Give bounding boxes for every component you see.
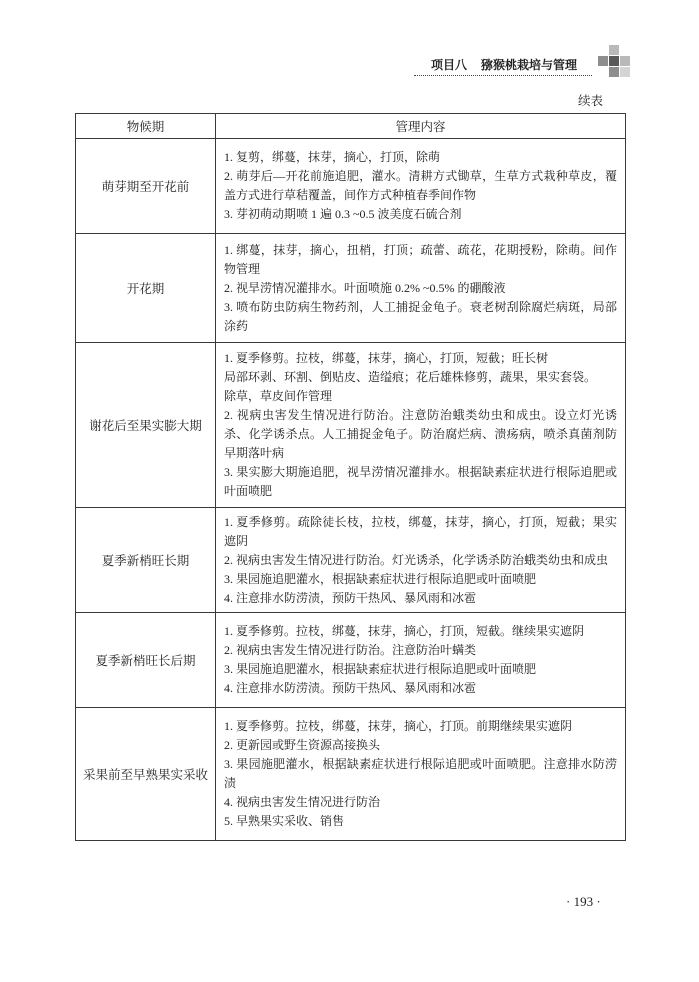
page-number: · 193 · [566, 894, 601, 909]
management-item: 1. 复剪，绑蔓，抹芽，摘心，打顶，除萌 [224, 150, 441, 164]
management-item: 3. 果园施追肥灌水，根据缺素症状进行根际追肥或叶面喷肥 [224, 571, 537, 586]
column-header-content: 管理内容 [216, 114, 626, 139]
phase-cell: 采果前至早熟果实采收 [76, 708, 216, 841]
management-item: 1. 夏季修剪。拉枝，绑蔓，抹芽，摘心，打顶。前期继续果实遮阴 [224, 719, 573, 733]
management-item: 2. 视病虫害发生情况进行防治。注意防治蛾类幼虫和成虫。设立灯光诱杀、化学诱杀点。人工捕捉金龟子。防治腐烂病、溃疡病，喷杀真菌剂防早期落叶病 [224, 408, 617, 460]
running-header [416, 57, 592, 74]
management-item: 2. 更新园或野生资源高接换头 [224, 738, 381, 752]
phase-cell: 开花期 [76, 234, 216, 343]
management-content-cell [216, 343, 626, 508]
column-header-phase: 物候期 [76, 114, 216, 139]
management-item: 除草，草皮间作管理 [224, 389, 333, 403]
header-decoration [598, 45, 631, 78]
management-item: 3. 果园施肥灌水，根据缺素症状进行根际追肥或叶面喷肥。注意排水防涝渍 [224, 757, 617, 790]
table-row [76, 343, 626, 508]
phase-cell: 夏季新梢旺长期 [76, 508, 216, 613]
management-item: 2. 视病虫害发生情况进行防治。注意防治叶螨类 [224, 643, 477, 657]
phase-cell: 萌芽期至开花前 [76, 139, 216, 234]
management-item: 1. 夏季修剪。拉枝，绑蔓，抹芽，摘心，打顶，短截。继续果实遮阴 [224, 624, 585, 638]
management-item: 3. 喷布防虫防病生物药剂，人工捕捉金龟子。衰老树刮除腐烂病斑，局部涂药 [224, 299, 617, 333]
management-item: 1. 夏季修剪。拉枝，绑蔓，抹芽，摘心，打顶，短截；旺长树 [224, 351, 549, 365]
management-item: 4. 视病虫害发生情况进行防治 [224, 795, 381, 809]
phase-cell: 夏季新梢旺长后期 [76, 613, 216, 708]
management-table [75, 113, 626, 841]
running-header-section: 项目八 [430, 58, 467, 72]
table-header-row [76, 114, 626, 139]
management-item: 2. 视病虫害发生情况进行防治。灯光诱杀，化学诱杀防治蛾类幼虫和成虫 [224, 552, 609, 567]
management-content-cell [216, 708, 626, 841]
table-row [76, 708, 626, 841]
table-row [76, 508, 626, 613]
management-content-cell [216, 234, 626, 343]
management-item: 3. 果实膨大期施追肥，视旱涝情况灌排水。根据缺素症状进行根际追肥或叶面喷肥 [224, 465, 617, 498]
management-item: 局部环剥、环割、倒贴皮、造缢痕；花后雄株修剪，蔬果，果实套袋。 [224, 370, 597, 384]
management-item: 1. 夏季修剪。疏除徒长枝，拉枝，绑蔓，抹芽，摘心，打顶，短截；果实遮阴 [224, 514, 617, 548]
running-header-title: 猕猴桃栽培与管理 [481, 58, 578, 72]
management-item: 4. 注意排水防涝渍，预防干热风、暴风雨和冰雹 [224, 590, 477, 605]
management-content-cell [216, 508, 626, 613]
management-item: 5. 早熟果实采收、销售 [224, 814, 345, 828]
continued-table-label: 续表 [578, 94, 604, 108]
management-content-cell [216, 139, 626, 234]
phase-cell: 谢花后至果实膨大期 [76, 343, 216, 508]
table-row [76, 613, 626, 708]
management-item: 1. 绑蔓，抹芽，摘心，扭梢，打顶；疏蕾、疏花，花期授粉，除萌。间作物管理 [224, 242, 617, 276]
table-row [76, 234, 626, 343]
table-body [76, 139, 626, 841]
header-dotted-rule [414, 75, 592, 76]
management-item: 3. 芽初萌动期喷 1 遍 0.3 ~0.5 波美度石硫合剂 [224, 207, 462, 221]
management-item: 3. 果园施追肥灌水，根据缺素症状进行根际追肥或叶面喷肥 [224, 662, 537, 676]
table-row [76, 139, 626, 234]
management-item: 4. 注意排水防涝渍。预防干热风、暴风雨和冰雹 [224, 681, 477, 695]
management-item: 2. 视旱涝情况灌排水。叶面喷施 0.2% ~0.5% 的硼酸液 [224, 280, 506, 295]
management-item: 2. 萌芽后—开花前施追肥，灌水。清耕方式锄草，生草方式栽种草皮，覆盖方式进行草秸覆盖，间作方式种植春季间作物 [224, 169, 617, 202]
management-content-cell [216, 613, 626, 708]
